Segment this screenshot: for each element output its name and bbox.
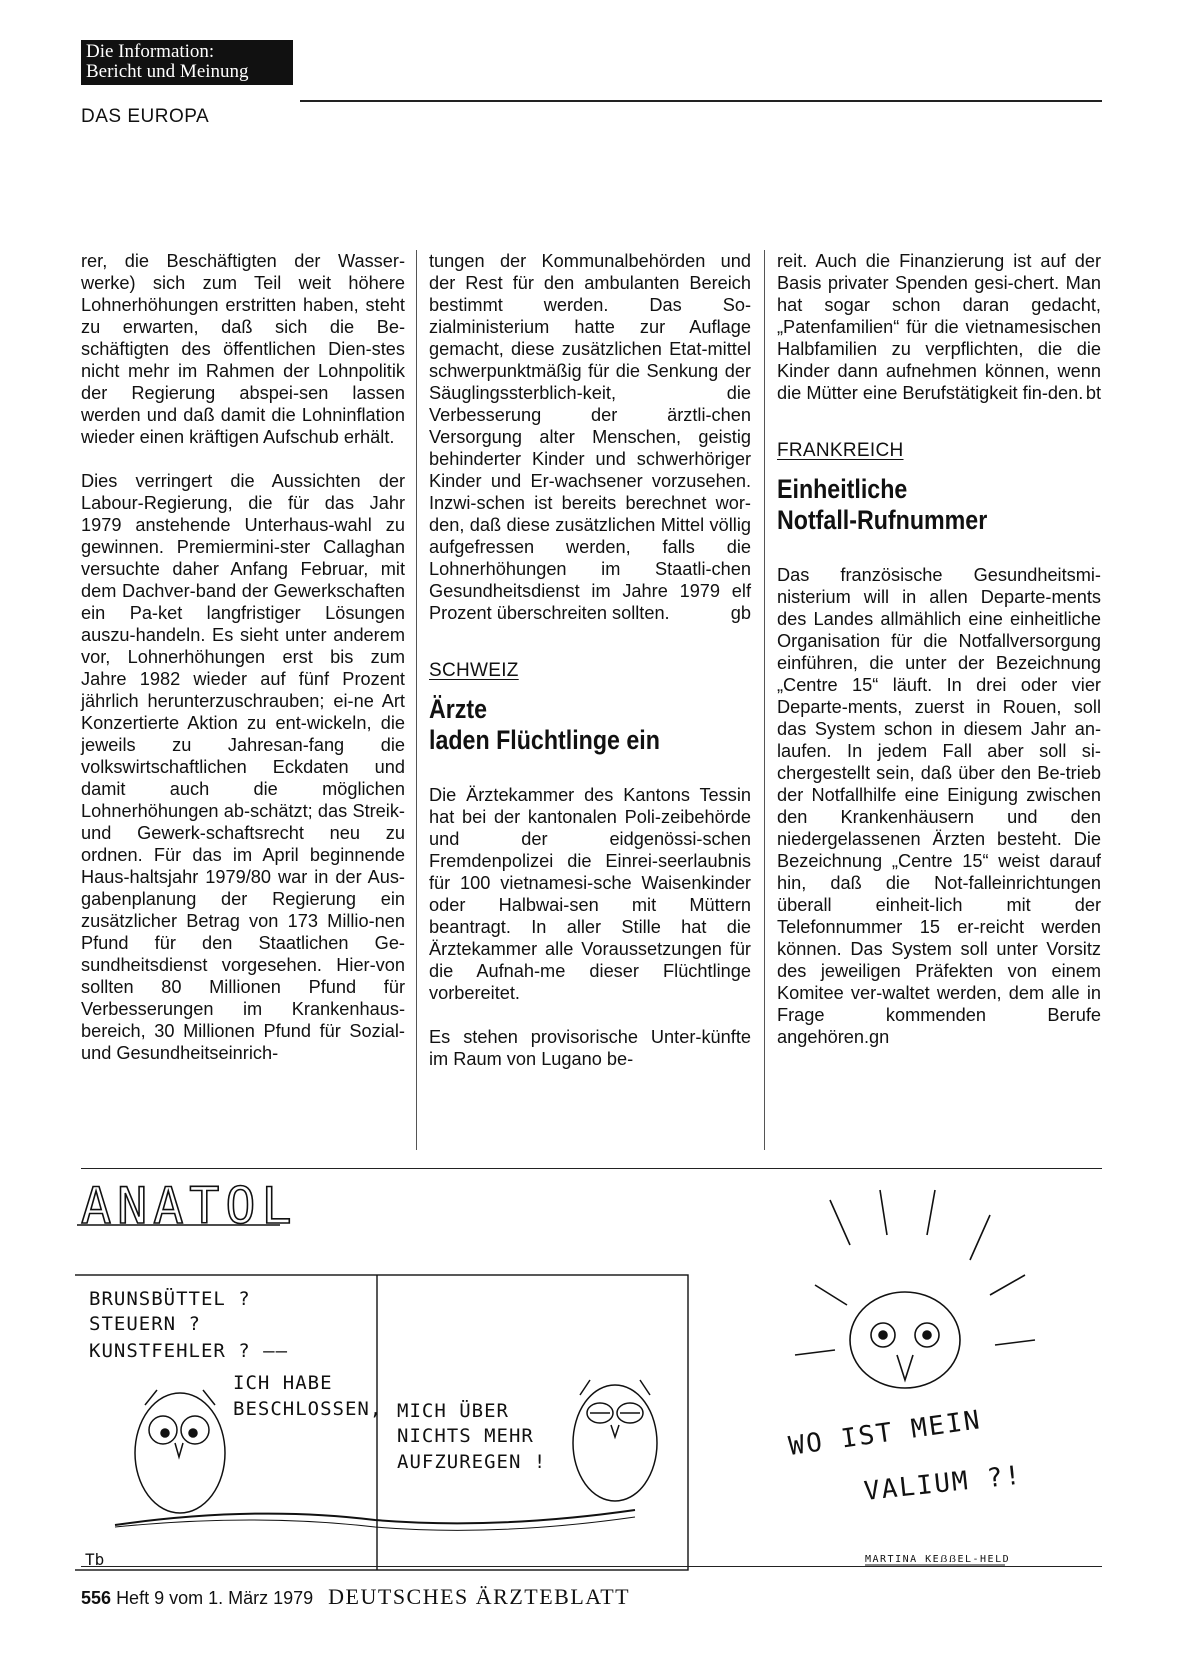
cartoon-bottom-rule xyxy=(81,1566,1102,1567)
headline-line-2: laden Flüchtlinge ein xyxy=(429,725,660,755)
author-initials: bt xyxy=(1085,383,1101,403)
author-initials: gb xyxy=(730,603,751,623)
author-initials: gn xyxy=(869,1027,890,1047)
paragraph xyxy=(777,564,1101,1048)
header-rule xyxy=(300,100,1102,102)
rubric-line-1: Die Information: xyxy=(86,41,215,62)
journal-name: DEUTSCHES ÄRZTEBLATT xyxy=(328,1584,631,1609)
speech-line: KUNSTFEHLER ? —— xyxy=(89,1340,289,1362)
rubric-badge xyxy=(81,40,293,85)
branch-drawing xyxy=(115,1510,635,1525)
speech-line: NICHTS MEHR xyxy=(397,1425,534,1447)
paragraph-text: reit. Auch die Finanzierung ist auf der Basis privater Spenden gesi-chert. Man hat sogar schon daran gedacht, „Patenfamilien“ für die vietnamesischen Halbfamilien zu verpflichten, die die Kinder dann aufnehmen können, wenn die Mütter eine Berufstätigkeit fin-den. xyxy=(777,251,1101,403)
owl-pupil xyxy=(879,1331,887,1339)
owl-beak xyxy=(611,1425,619,1437)
column-1 xyxy=(81,250,405,1064)
owl-pupil xyxy=(189,1429,197,1437)
cartoon-top-rule xyxy=(81,1168,1102,1169)
owl-ears xyxy=(580,1380,650,1395)
paragraph: Die Ärztekammer des Kantons Tessin hat bei der kantonalen Poli-zeibehörde und der eidgenössi-schen Fremdenpolizei die Einrei-seerlaubnis für 100 vietnamesi-sche Waisenkinder oder Halbwai-sen mit Müttern beantragt. In aller Stille hat die Ärztekammer alle Voraussetzungen für die Aufnah-me dieser Flüchtlinge vorbereitet. xyxy=(429,785,751,1003)
article-kicker: FRANKREICH xyxy=(777,440,904,461)
owl-beak xyxy=(897,1355,913,1380)
speech-line: BRUNSBÜTTEL ? xyxy=(89,1288,251,1310)
owl-beak xyxy=(175,1443,183,1457)
speech-line: VALIUM ?! xyxy=(862,1460,1024,1507)
motion-lines xyxy=(795,1190,1035,1355)
paragraph-text: Das französische Gesundheitsmi-nisterium will in allen Departe-ments des Landes allmählich eine einheitliche Organisation für die Notfallversorgung einführen, die unter der Bezeichnung „Centre 15“ läuft. In drei oder vier Departe-ments, zuerst in Rouen, soll das System schon in diesem Jahr an-laufen. In jedem Fall aber soll si-chergestellt sein, daß über den Be-trieb der Notfallhilfe eine Einigung zwischen den Krankenhäusern und den niedergelassenen Ärzten besteht. Die Bezeichnung „Centre 15“ weist darauf hin, daß die Not-falleinrichtungen überall einheit-lich mit der Telefonnummer 15 er-reicht werden können. Das System soll unter Vorsitz des jeweiligen Präfekten von einem Komitee ver-waltet werden, dem alle in Frage kommenden Berufe angehören. xyxy=(777,565,1101,1047)
anatol-cartoon xyxy=(75,1175,1105,1575)
artist-signature: MARTINA KEẞẞEL-HELD xyxy=(865,1554,1011,1565)
paragraph xyxy=(429,250,751,624)
paragraph: Es stehen provisorische Unter-künfte im Raum von Lugano be- xyxy=(429,1027,751,1069)
owl-drawing xyxy=(573,1380,657,1501)
cartoon-title: ANATOL xyxy=(81,1177,298,1235)
section-label: DAS EUROPA xyxy=(81,106,210,127)
rubric-line-2: Bericht und Meinung xyxy=(86,61,249,82)
column-2 xyxy=(429,250,751,1070)
page-footer xyxy=(81,1584,630,1610)
article-headline xyxy=(429,694,706,756)
artist-initials: Tb xyxy=(85,1550,105,1569)
speech-line: ICH HABE xyxy=(233,1372,333,1394)
owl-head xyxy=(850,1292,960,1388)
paragraph xyxy=(777,250,1101,404)
headline-line-1: Einheitliche xyxy=(777,474,908,504)
issue-info: Heft 9 vom 1. März 1979 xyxy=(116,1588,314,1608)
owl-drawing xyxy=(135,1390,225,1513)
owl-pupil xyxy=(923,1331,931,1339)
column-3 xyxy=(777,250,1101,1048)
column-divider xyxy=(416,250,417,1150)
speech-line: WO IST MEIN xyxy=(786,1405,984,1462)
speech-line: MICH ÜBER xyxy=(397,1400,509,1422)
paragraph: Dies verringert die Aussichten der Labour-Regierung, die für das Jahr 1979 anstehende Unterhaus-wahl zu gewinnen. Premiermini-ster Callaghan versuchte daher Anfang Februar, mit dem Dachver-band der Gewerkschaften ein Pa-ket langfristiger Lösungen auszu-handeln. Es sieht unter anderem vor, Lohnerhöhungen erst bis zum Jahre 1982 wieder auf fünf Prozent jährlich herunterzuschrauben; ei-ne Art Konzertierte Aktion zu ent-wickeln, die jeweils zu Jahresan-fang die volkswirtschaftlichen Eckdaten und damit auch die möglichen Lohnerhöhungen ab-schätzt; das Streik- und Gewerk-schaftsrecht neu zu ordnen. Für das im April beginnende Haus-haltsjahr 1979/80 war in der Aus-gabenplanung der Regierung ein zusätzlicher Betrag von 173 Millio-nen Pfund für den Staatlichen Ge-sundheitsdienst vorgesehen. Hier-von sollten 80 Millionen Pfund für Verbesserungen im Krankenhaus-bereich, 30 Millionen Pfund für Sozial- und Gesundheitseinrich- xyxy=(81,471,405,1063)
owl-body xyxy=(573,1385,657,1501)
headline-line-2: Notfall-Rufnummer xyxy=(777,505,988,535)
article-kicker: SCHWEIZ xyxy=(429,660,519,681)
excited-owl-drawing xyxy=(795,1190,1035,1388)
speech-line: STEUERN ? xyxy=(89,1313,201,1335)
paragraph: rer, die Beschäftigten der Wasser-werke) sich zum Teil weit höhere Lohnerhöhungen erstritten haben, steht zu erwarten, daß sich die Be-schäftigten des öffentlichen Dien-stes nicht mehr im Rahmen der Lohnpolitik der Regierung abspei-sen lassen werden und daß damit die Lohninflation wieder einen kräftigen Aufschub erhält. xyxy=(81,251,405,447)
headline-line-1: Ärzte xyxy=(429,694,488,724)
owl-pupil xyxy=(161,1429,169,1437)
article-headline xyxy=(777,474,1056,536)
speech-line: BESCHLOSSEN, xyxy=(233,1398,383,1420)
page-number: 556 xyxy=(81,1588,112,1608)
column-divider xyxy=(764,250,765,1150)
paragraph-text: tungen der Kommunalbehörden und der Rest für den ambulanten Bereich bestimmt werden. Das So-zialministerium hatte zur Auflage gemacht, diese zusätzlichen Etat-mittel schwerpunktmäßig für die Senkung der Säuglingssterblich-keit, die Verbesserung der ärztli-chen Versorgung alter Menschen, geistig behinderter Kinder und schwerhöriger Kinder und Er-wachsener vorzusehen. Inzwi-schen ist bereits berechnet wor-den, daß diese zusätzlichen Mittel völlig aufgefressen werden, falls die Lohnerhöhungen im Staatli-chen Gesundheitsdienst im Jahre 1979 elf Prozent überschreiten sollten. xyxy=(429,251,751,623)
speech-line: AUFZUREGEN ! xyxy=(397,1451,547,1473)
